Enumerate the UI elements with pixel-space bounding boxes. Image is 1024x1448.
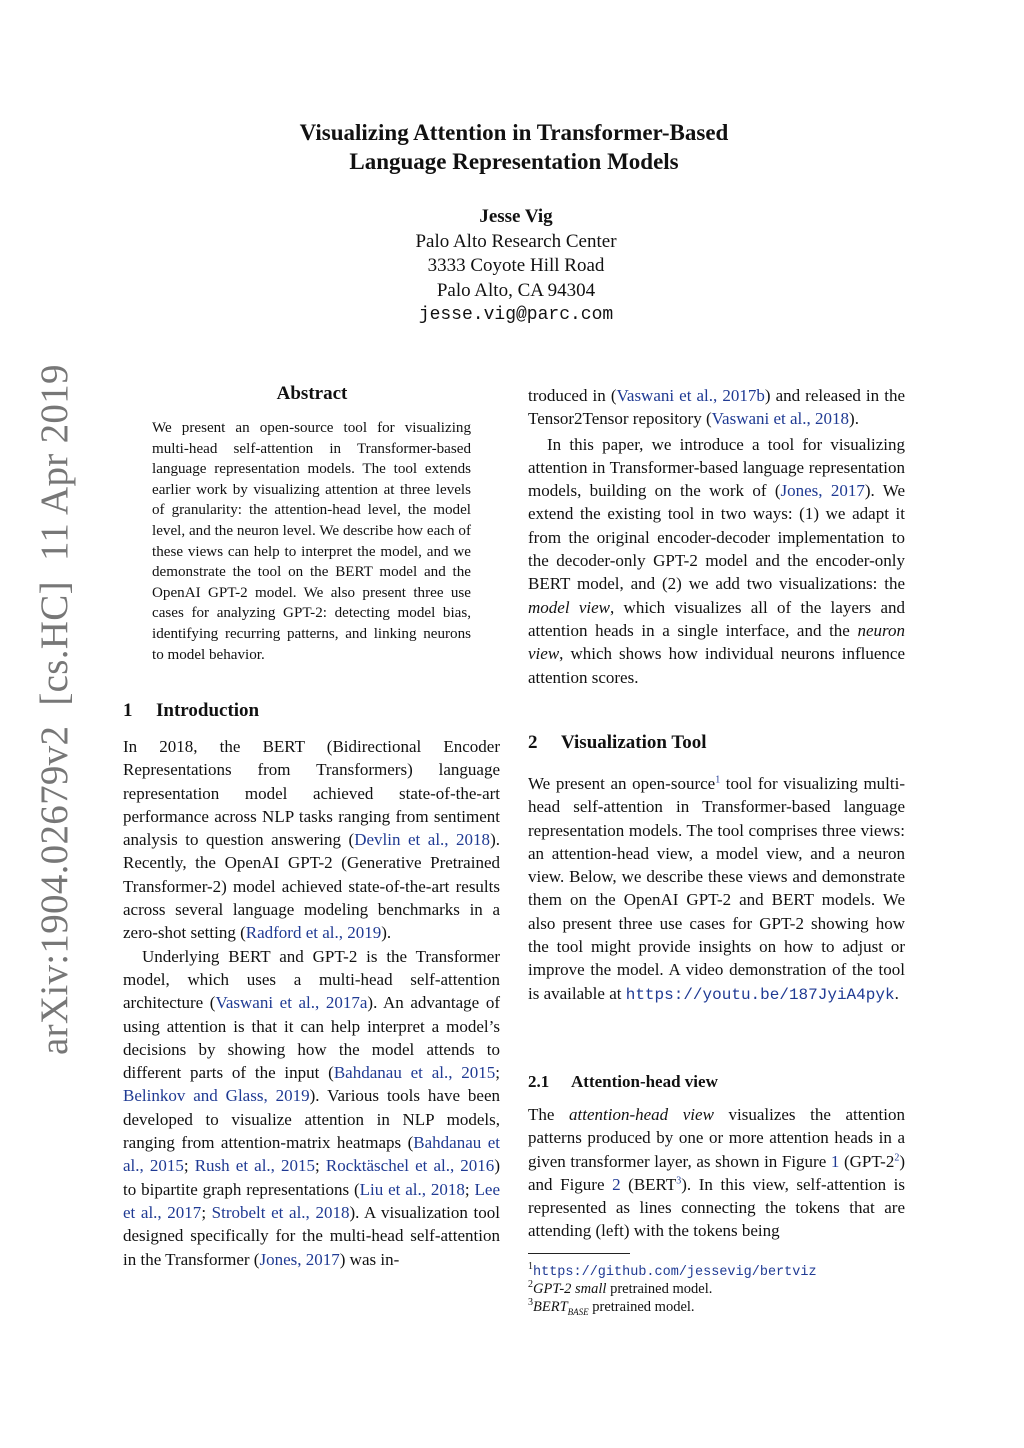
title-line-2: Language Representation Models [349, 149, 679, 174]
subsection-2-1-number: 2.1 [528, 1072, 550, 1091]
section-2-heading [528, 732, 707, 754]
section-2-title: Visualization Tool [561, 732, 707, 753]
citation-rocktaschel[interactable]: Rocktäschel et al., 2016 [325, 1156, 495, 1176]
github-link[interactable]: https://github.com/jessevig/bertviz [533, 1265, 817, 1280]
section-2-paragraph: We present an open-source$^1$ tool for visualizing multi-head self-attention in Transformer-based language representation models. The tool comprises three views: an attention-head view, a model view, and a neuron view. Below, we describe these views and demonstrate them on the OpenAI GPT-2 and BERT models. We also present three use cases for GPT-2 showing how the tool might provide insights on how to adjust or improve the model. A video demonstration of the tool is available at https://youtu.be/187JyiA4pyk. [528, 774, 905, 1004]
figure-2-ref[interactable]: 2 [612, 1174, 621, 1194]
section-1-title: Introduction [156, 700, 260, 721]
arxiv-identifier: arXiv:1904.02679v2 [cs.HC] 11 Apr 2019 [33, 364, 76, 1055]
citation-radford[interactable]: Radford et al., 2019 [245, 923, 382, 943]
section-1-heading [123, 700, 259, 722]
citation-vaswani-2017b[interactable]: Vaswani et al., 2017b [616, 386, 765, 405]
author-address-2: Palo Alto, CA 94304 [436, 279, 596, 301]
citation-jones-2[interactable]: Jones, 2017 [780, 481, 865, 501]
footnote-marker-2[interactable]: 2 [894, 1151, 900, 1163]
citation-bahdanau[interactable]: Bahdanau et al., 2015 [333, 1063, 496, 1083]
intro-paragraph-2: Underlying BERT and GPT-2 is the Transformer model, which uses a multi-head self-attention architecture (Vaswani et al., 2017a). An advantage of using attention is that it can help interpret a model’s decisions by showing how the model attends to different parts of the input (Bahdanau et al., 2015; Belinkov and Glass, 2019). Various tools have been developed to visualize attention in NLP models, ranging from attention-matrix heatmaps (Bahdanau et al., 2015; Rush et al., 2015; Rocktäschel et al., 2016) to bipartite graph representations (Liu et al., 2018; Lee et al., 2017; Strobelt et al., 2018). A visualization tool designed specifically for the multi-head self-attention in the Transformer (Jones, 2017) was in- [123, 946, 501, 1269]
intro-paragraph-3: In this paper, we introduce a tool for visualizing attention in Transformer-based language representation models, building on the work of (Jones, 2017). We extend the existing tool in two ways: (1) we adapt it from the original encoder-decoder implementation to the decoder-only GPT-2 model and the encoder-only BERT model, and (2) we add two visualizations: the model view, which visualizes all of the layers and attention heads in a single interface, and the neuron view, which shows how individual neurons influence attention scores. [528, 434, 905, 687]
author-affiliation: Palo Alto Research Center [415, 230, 617, 252]
author-address-1: 3333 Coyote Hill Road [427, 255, 605, 276]
citation-bahdanau-2[interactable]: Bahdanau et al., 2015 [123, 1133, 501, 1176]
citation-jones[interactable]: Jones, 2017 [259, 1249, 340, 1269]
attention-head-paragraph: The attention-head view visualizes the attention patterns produced by one or more attention heads in a given transformer layer, as shown in Figure 1 $(GPT-2^2)$ and Figure 2 (BERT$^3$). In this view, self-attention is represented as lines connecting the tokens that are attending (left) with the tokens being [528, 1105, 906, 1241]
subsection-2-1-heading [528, 1072, 718, 1092]
right-column-intro [528, 384, 905, 689]
footnote-1 [528, 1262, 908, 1282]
citation-vaswani-2017a[interactable]: Vaswani et al., 2017a [215, 993, 368, 1013]
citation-lee[interactable]: Lee et al., 2017 [123, 1179, 500, 1222]
author-block [0, 205, 1024, 328]
author-name: Jesse Vig [479, 206, 553, 227]
intro-paragraph-1: In 2018, the BERT (Bidirectional Encoder Representations from Transformers) language representation model achieved state-of-the-art performance across NLP tasks ranging from sentiment analysis to question answering (Devlin et al., 2018). Recently, the OpenAI GPT-2 (Generative Pretrained Transformer-2) model achieved state-of-the-art results across several language modeling benchmarks in a zero-shot setting (Radford et al., 2019). [123, 737, 500, 943]
footnote-rule [528, 1253, 630, 1254]
subsection-2-1-body [528, 1103, 905, 1243]
citation-strobelt[interactable]: Strobelt et al., 2018 [211, 1202, 350, 1222]
footnote-marker-1[interactable]: 1 [715, 774, 721, 786]
intro-paragraph-continued: troduced in (Vaswani et al., 2017b) and released in the Tensor2Tensor repository (Vaswani et al., 2018). [528, 386, 905, 429]
section-2-body [528, 772, 905, 1007]
citation-belinkov[interactable]: Belinkov and Glass, 2019 [123, 1086, 310, 1106]
citation-devlin[interactable]: Devlin et al., 2018 [354, 830, 491, 850]
video-link[interactable]: https://youtu.be/187JyiA4pyk [625, 985, 895, 1004]
footnote-2-number: 2 [528, 1279, 533, 1291]
title-line-1: Visualizing Attention in Transformer-Based [299, 120, 729, 145]
section-2-number: 2 [528, 732, 538, 753]
footnote-1-number: 1 [528, 1261, 533, 1273]
figure-1-ref[interactable]: 1 [830, 1151, 840, 1171]
footnote-marker-3[interactable]: 3 [676, 1175, 682, 1187]
abstract-heading: Abstract [276, 383, 348, 404]
citation-rush[interactable]: Rush et al., 2015 [194, 1156, 316, 1176]
introduction-body [123, 735, 500, 1271]
citation-vaswani-2018[interactable]: Vaswani et al., 2018 [711, 409, 850, 429]
footnote-3: $^3BERT_{BASE}$ pretrained model. [528, 1297, 695, 1317]
citation-liu[interactable]: Liu et al., 2018 [359, 1179, 465, 1199]
section-1-number: 1 [123, 700, 133, 721]
footnote-2: $^2$GPT-2 small pretrained model. [528, 1279, 713, 1297]
footnote-3-number: 3 [528, 1297, 533, 1309]
subsection-2-1-title: Attention-head view [571, 1072, 718, 1091]
abstract-text: We present an open-source tool for visualizing multi-head self-attention in Transformer-based language representation models. The tool extends earlier work by visualizing attention at three levels of granularity: the attention-head level, the model level, and the neuron level. We describe how each of these views can help to interpret the model, and we demonstrate the tool on the BERT model and the OpenAI GPT-2 model. We also present three use cases for analyzing GPT-2: detecting model bias, identifying recurring patterns, and linking neurons to model behavior. [152, 420, 471, 663]
paper-title [0, 118, 1024, 176]
author-email[interactable]: jesse.vig@parc.com [418, 305, 614, 325]
